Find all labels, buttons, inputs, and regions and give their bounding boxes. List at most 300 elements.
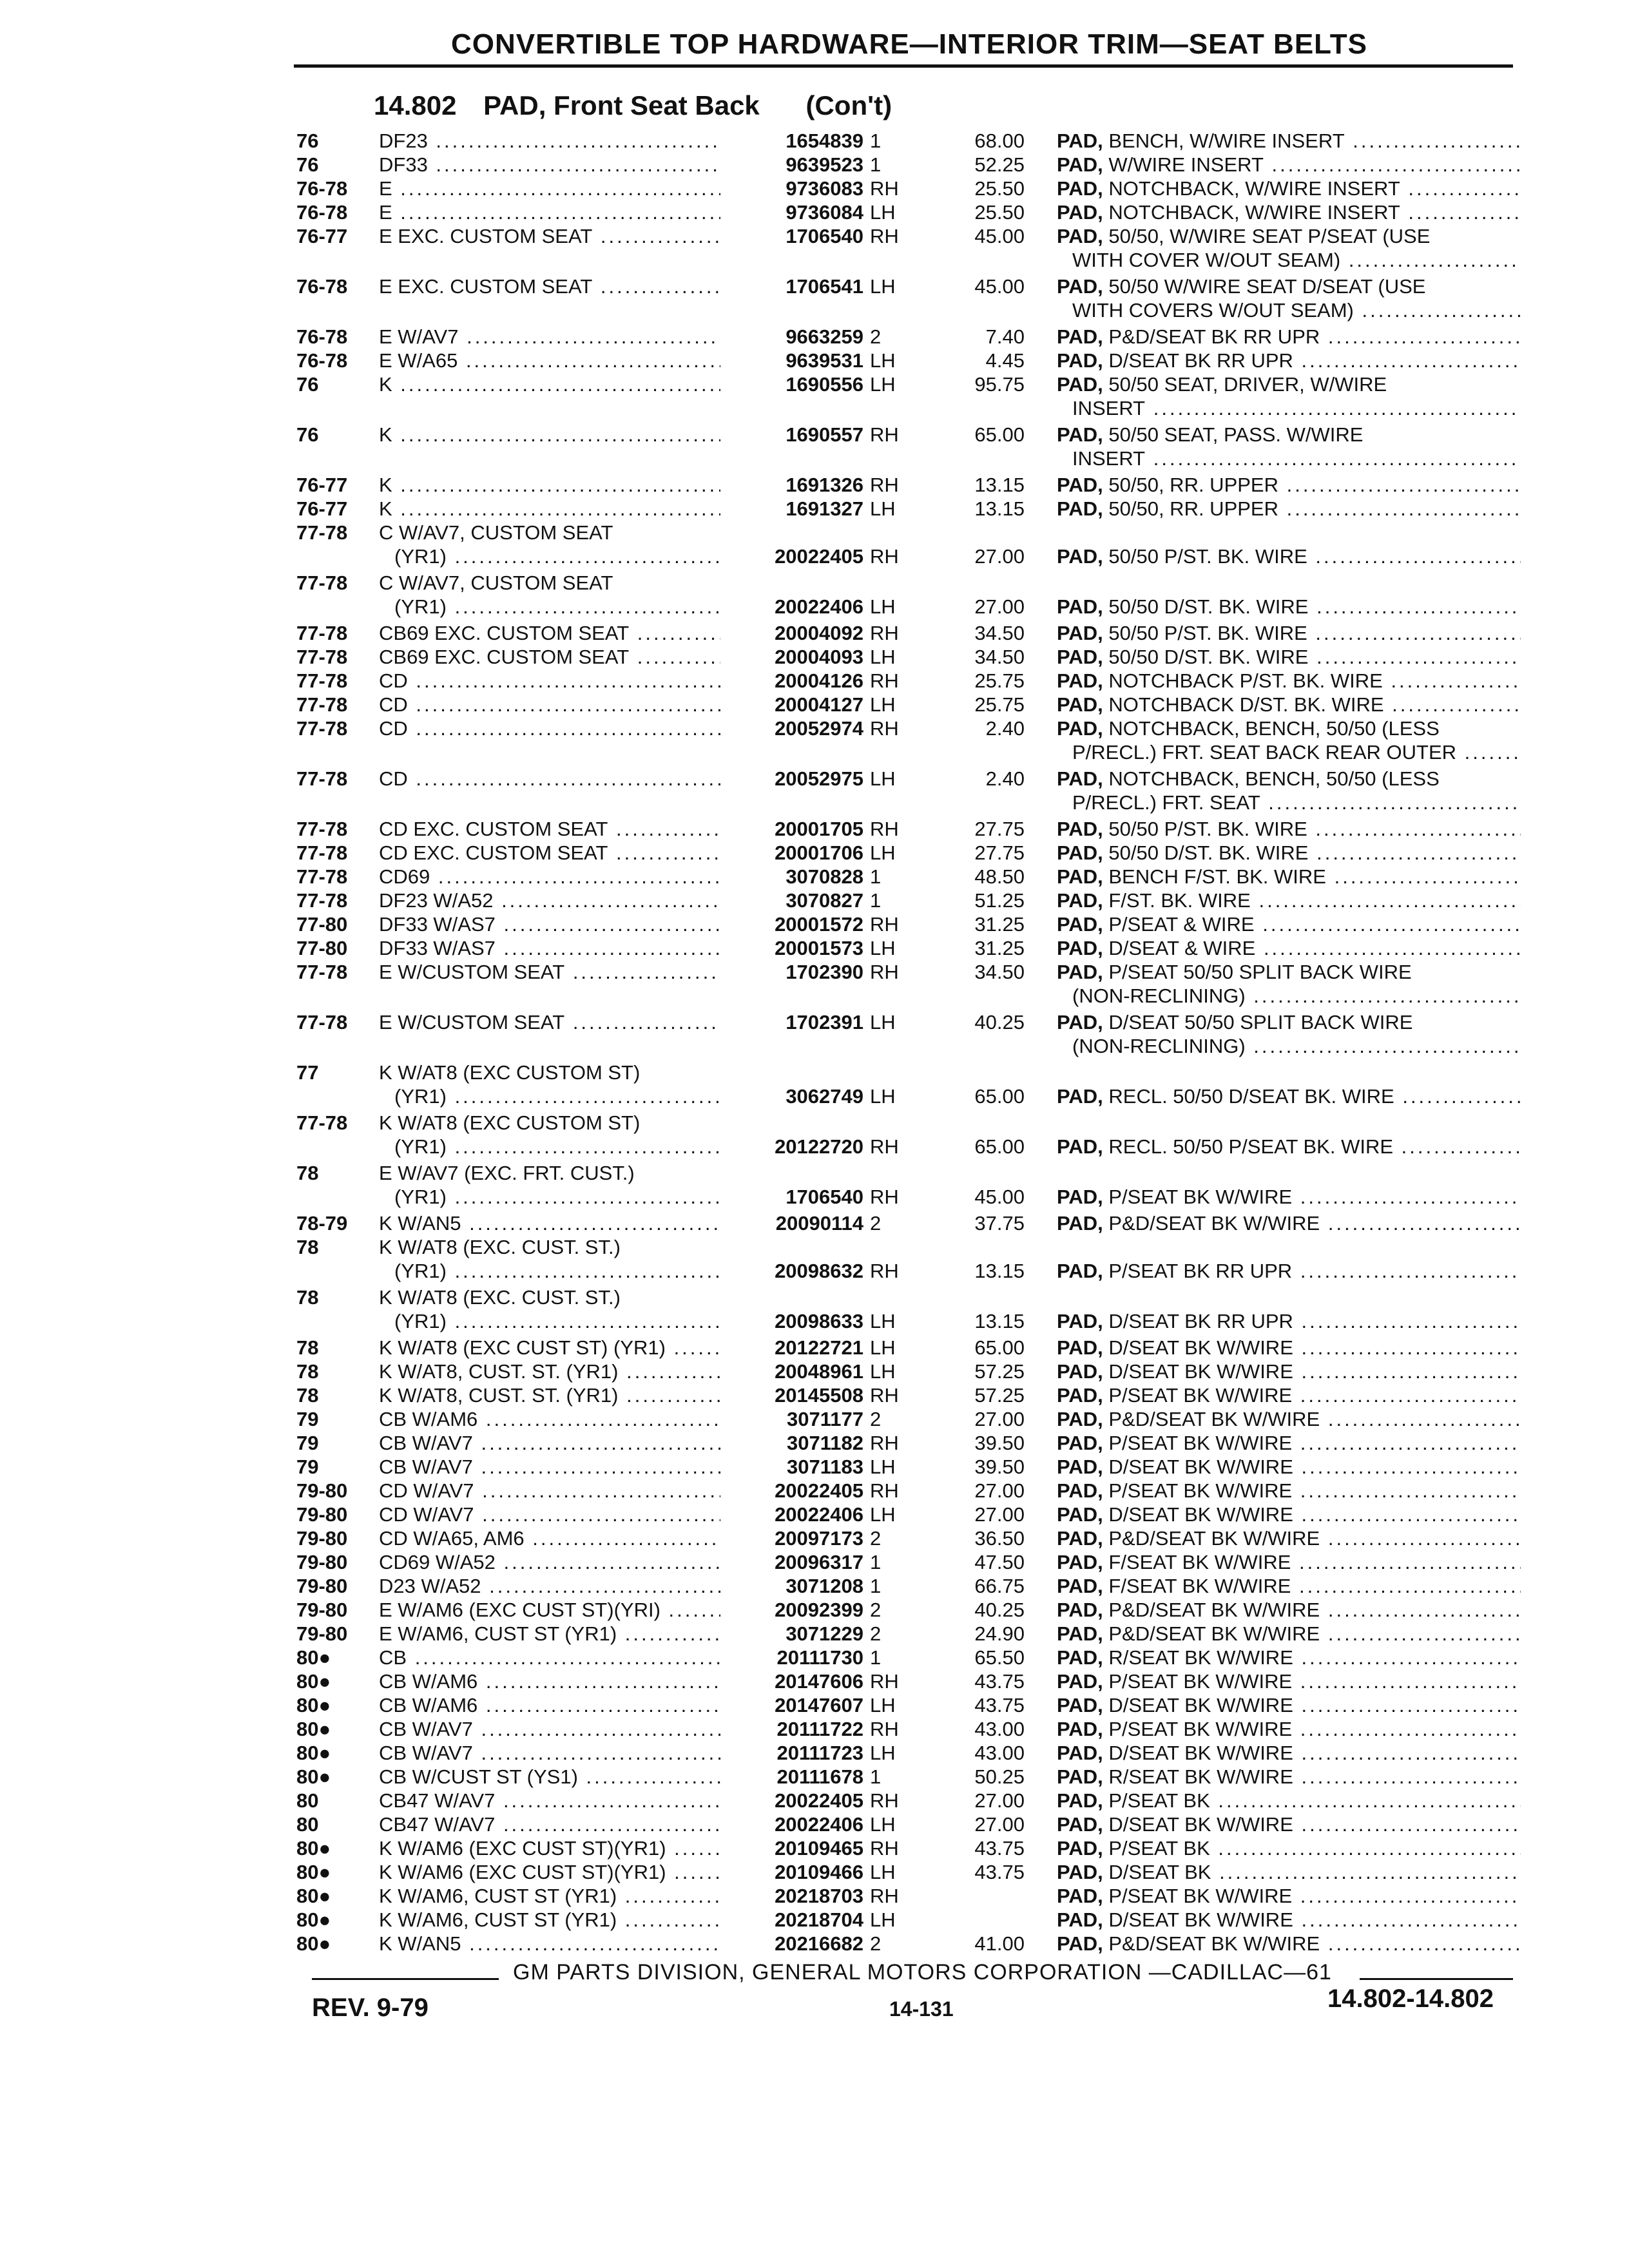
part-number: 1654839: [786, 130, 863, 152]
application: [379, 1836, 720, 1860]
price: 43.00: [974, 1718, 1025, 1740]
application: [379, 817, 720, 841]
description-line: PAD, D/SEAT BK W/WIRE .....: [1057, 1693, 1521, 1717]
application: [379, 767, 720, 791]
table-row: [0, 224, 1629, 272]
year-range: 80●: [296, 1742, 331, 1764]
part-number: 3071229: [786, 1622, 863, 1645]
application-line: CB W/AM6 .....: [379, 1693, 720, 1717]
description-line: PAD, P&D/SEAT BK W/WIRE .....: [1057, 1622, 1521, 1646]
application: [379, 1550, 720, 1574]
price: 34.50: [974, 961, 1025, 983]
application-line: CD .....: [379, 716, 720, 740]
quantity: RH: [870, 961, 899, 983]
application-line: CD .....: [379, 669, 720, 693]
price: 25.75: [974, 693, 1025, 716]
application: [379, 1211, 720, 1235]
table-row: [0, 817, 1629, 841]
table-row: [0, 1455, 1629, 1479]
year-range: 76: [296, 373, 319, 396]
application: [379, 1693, 720, 1717]
table-row: [0, 693, 1629, 716]
year-range: 80●: [296, 1765, 331, 1788]
table-row: [0, 1383, 1629, 1407]
table-row: [0, 1669, 1629, 1693]
year-range: 77-78: [296, 818, 348, 840]
table-row: [0, 960, 1629, 1008]
price: 27.75: [974, 841, 1025, 864]
table-row: [0, 1211, 1629, 1235]
application-line: CB69 EXC. CUSTOM SEAT .....: [379, 645, 720, 669]
description: [1057, 224, 1521, 272]
description: [1057, 1789, 1521, 1812]
description: [1057, 1360, 1521, 1383]
table-row: [0, 1407, 1629, 1431]
application-line: K W/AT8, CUST. ST. (YR1) .....: [379, 1383, 720, 1407]
part-number: 20145508: [775, 1384, 863, 1407]
description-line: PAD, P/SEAT BK W/WIRE .....: [1057, 1185, 1521, 1209]
description-line: PAD, D/SEAT BK RR UPR .....: [1057, 1309, 1521, 1333]
price: 27.00: [974, 1408, 1025, 1430]
application: [379, 1455, 720, 1479]
year-range: 76: [296, 423, 319, 446]
description-line: PAD, 50/50 SEAT, PASS. W/WIRE: [1057, 423, 1364, 446]
application: [379, 1431, 720, 1455]
price: 40.25: [974, 1599, 1025, 1621]
application-line: CD69 W/A52 .....: [379, 1550, 720, 1574]
table-row: [0, 865, 1629, 889]
part-number: 20001572: [775, 913, 863, 936]
quantity: 2: [870, 1212, 882, 1235]
table-row: [0, 1526, 1629, 1550]
year-range: 78: [296, 1162, 319, 1184]
application-line: E EXC. CUSTOM SEAT .....: [379, 274, 720, 298]
description-line: PAD, NOTCHBACK P/ST. BK. WIRE .....: [1057, 669, 1521, 693]
section-number: 14.802: [374, 90, 457, 120]
description: [1057, 1135, 1521, 1158]
year-range: 79-80: [296, 1622, 348, 1645]
description-line: PAD, P/SEAT BK W/WIRE .....: [1057, 1669, 1521, 1693]
description-line: PAD, NOTCHBACK, W/WIRE INSERT .....: [1057, 200, 1521, 224]
application-line: (YR1) .....: [379, 595, 720, 619]
table-row: [0, 1717, 1629, 1741]
quantity: RH: [870, 913, 899, 936]
application: [379, 1646, 720, 1669]
description-line: PAD, P/SEAT BK RR UPR .....: [1057, 1259, 1521, 1283]
description-line: PAD, F/SEAT BK W/WIRE .....: [1057, 1550, 1521, 1574]
application-line: E W/CUSTOM SEAT .....: [379, 960, 720, 984]
part-number: 20004126: [775, 669, 863, 692]
application-line: CD W/AV7 .....: [379, 1479, 720, 1503]
application: [379, 936, 720, 960]
part-number: 20111722: [776, 1718, 863, 1740]
price: 27.00: [974, 1813, 1025, 1836]
description-line: PAD, NOTCHBACK D/ST. BK. WIRE .....: [1057, 693, 1521, 716]
quantity: 1: [870, 1575, 882, 1597]
table-row: [0, 1741, 1629, 1765]
quantity: RH: [870, 1885, 899, 1907]
price: 31.25: [974, 913, 1025, 936]
part-number: 20098633: [775, 1310, 863, 1332]
part-number: 20048961: [775, 1360, 863, 1383]
year-range: 76-78: [296, 275, 348, 298]
description-line: INSERT .....: [1057, 396, 1521, 420]
application: [379, 1161, 720, 1209]
quantity: 2: [870, 1599, 882, 1621]
part-number: 1702390: [786, 961, 863, 983]
table-row: [0, 372, 1629, 420]
quantity: RH: [870, 1479, 899, 1502]
application: [379, 1765, 720, 1789]
description: [1057, 936, 1521, 960]
description: [1057, 1884, 1521, 1908]
description: [1057, 865, 1521, 889]
description-line: PAD, D/SEAT BK .....: [1057, 1860, 1521, 1884]
application-line: K .....: [379, 473, 720, 497]
description-line: PAD, BENCH, W/WIRE INSERT .....: [1057, 129, 1521, 153]
part-number: 9639531: [786, 349, 863, 372]
table-row: [0, 1789, 1629, 1812]
price: 37.75: [974, 1212, 1025, 1235]
description: [1057, 645, 1521, 669]
part-number: 1706541: [786, 275, 863, 298]
description: [1057, 1598, 1521, 1622]
table-row: [0, 1503, 1629, 1526]
table-row: [0, 1908, 1629, 1932]
table-row: [0, 621, 1629, 645]
part-number: 20109466: [775, 1861, 863, 1883]
description-line: PAD, 50/50, RR. UPPER .....: [1057, 473, 1521, 497]
application: [379, 621, 720, 645]
year-range: 77-78: [296, 646, 348, 668]
application-line: E W/CUSTOM SEAT .....: [379, 1010, 720, 1034]
year-range: 79-80: [296, 1479, 348, 1502]
application: [379, 473, 720, 497]
part-number: 20218703: [775, 1885, 863, 1907]
application: [379, 372, 720, 396]
description-line: PAD, D/SEAT 50/50 SPLIT BACK WIRE: [1057, 1011, 1413, 1033]
description: [1057, 1431, 1521, 1455]
application: [379, 497, 720, 521]
description-line: P/RECL.) FRT. SEAT .....: [1057, 791, 1521, 814]
description: [1057, 1010, 1521, 1058]
section-continued: (Con't): [805, 90, 892, 120]
description: [1057, 1211, 1521, 1235]
application-line: K W/AM6 (EXC CUST ST)(YR1) .....: [379, 1836, 720, 1860]
description: [1057, 621, 1521, 645]
part-number: 20098632: [775, 1260, 863, 1282]
part-number: 1706540: [786, 225, 863, 247]
table-row: [0, 1235, 1629, 1283]
quantity: LH: [870, 646, 896, 668]
part-number: 20111730: [776, 1646, 863, 1669]
description-line: PAD, 50/50 P/ST. BK. WIRE .....: [1057, 544, 1521, 568]
quantity: 2: [870, 1932, 882, 1955]
year-range: 77-78: [296, 1011, 348, 1033]
application: [379, 1061, 720, 1108]
description: [1057, 1383, 1521, 1407]
table-row: [0, 1836, 1629, 1860]
application: [379, 1669, 720, 1693]
price: 45.00: [974, 275, 1025, 298]
description: [1057, 1741, 1521, 1765]
price: 43.75: [974, 1670, 1025, 1693]
table-row: [0, 349, 1629, 372]
description: [1057, 473, 1521, 497]
application-line: CB W/AV7 .....: [379, 1455, 720, 1479]
table-row: [0, 1860, 1629, 1884]
price: 27.00: [974, 1789, 1025, 1812]
page-number: 14-131: [889, 1997, 954, 2021]
application: [379, 349, 720, 372]
application-line: K W/AN5 .....: [379, 1211, 720, 1235]
year-range: 76-78: [296, 201, 348, 224]
year-range: 78: [296, 1236, 319, 1258]
description: [1057, 1084, 1521, 1108]
application-line: K W/AT8 (EXC. CUST. ST.): [379, 1286, 621, 1309]
description: [1057, 1622, 1521, 1646]
quantity: 2: [870, 1622, 882, 1645]
description-line: PAD, NOTCHBACK, BENCH, 50/50 (LESS: [1057, 767, 1440, 790]
price: 31.25: [974, 937, 1025, 959]
application-line: DF33 W/AS7 .....: [379, 912, 720, 936]
application: [379, 1235, 720, 1283]
description-line: PAD, D/SEAT BK W/WIRE .....: [1057, 1741, 1521, 1765]
price: 34.50: [974, 646, 1025, 668]
application-line: K W/AM6 (EXC CUST ST)(YR1) .....: [379, 1860, 720, 1884]
application-line: K .....: [379, 372, 720, 396]
application-line: K W/AT8 (EXC. CUST. ST.): [379, 1236, 621, 1258]
price: 27.00: [974, 595, 1025, 618]
application-line: CB47 W/AV7 .....: [379, 1812, 720, 1836]
description-line: PAD, 50/50 SEAT, DRIVER, W/WIRE: [1057, 373, 1387, 396]
year-range: 80●: [296, 1646, 331, 1669]
application-line: E EXC. CUSTOM SEAT .....: [379, 224, 720, 248]
year-range: 77-78: [296, 693, 348, 716]
price: 2.40: [985, 717, 1025, 740]
table-row: [0, 274, 1629, 322]
quantity: RH: [870, 717, 899, 740]
table-row: [0, 1765, 1629, 1789]
quantity: LH: [870, 693, 896, 716]
year-range: 79-80: [296, 1575, 348, 1597]
part-number: 9736084: [786, 201, 863, 224]
application-line: DF33 .....: [379, 153, 720, 177]
table-row: [0, 1431, 1629, 1455]
description-line: PAD, P/SEAT BK W/WIRE .....: [1057, 1717, 1521, 1741]
quantity: RH: [870, 1789, 899, 1812]
application: [379, 224, 720, 248]
section-code: 14.802-14.802: [1327, 1984, 1494, 2013]
quantity: LH: [870, 1011, 896, 1033]
year-range: 80●: [296, 1861, 331, 1883]
application-line: K W/AM6, CUST ST (YR1) .....: [379, 1884, 720, 1908]
application: [379, 1884, 720, 1908]
application: [379, 1574, 720, 1598]
table-row: [0, 177, 1629, 200]
table-row: [0, 1693, 1629, 1717]
quantity: RH: [870, 1135, 899, 1158]
description-line: PAD, W/WIRE INSERT .....: [1057, 153, 1521, 177]
description: [1057, 1646, 1521, 1669]
footer-rule-left: [312, 1978, 499, 1980]
part-number: 3071183: [787, 1456, 863, 1478]
year-range: 80●: [296, 1885, 331, 1907]
description-line: PAD, P&D/SEAT BK W/WIRE .....: [1057, 1526, 1521, 1550]
application-line: CB W/CUST ST (YS1) .....: [379, 1765, 720, 1789]
application-line: CD W/AV7 .....: [379, 1503, 720, 1526]
price: 47.50: [974, 1551, 1025, 1573]
footer-rule-right: [1360, 1978, 1513, 1980]
price: 52.25: [974, 153, 1025, 176]
year-range: 79: [296, 1408, 319, 1430]
part-number: 20122720: [775, 1135, 863, 1158]
description: [1057, 1836, 1521, 1860]
price: 50.25: [974, 1765, 1025, 1788]
application: [379, 177, 720, 200]
part-number: 3062749: [786, 1085, 863, 1108]
description: [1057, 325, 1521, 349]
price: 4.45: [985, 349, 1025, 372]
description: [1057, 1526, 1521, 1550]
application-line: CB W/AM6 .....: [379, 1407, 720, 1431]
description: [1057, 889, 1521, 912]
part-number: 20052974: [775, 717, 863, 740]
application: [379, 200, 720, 224]
price: 13.15: [974, 497, 1025, 520]
part-number: 20001706: [775, 841, 863, 864]
part-number: 1690557: [786, 423, 863, 446]
quantity: LH: [870, 497, 896, 520]
year-range: 76: [296, 130, 319, 152]
description-line: PAD, D/SEAT BK W/WIRE .....: [1057, 1812, 1521, 1836]
year-range: 80: [296, 1813, 319, 1836]
price: 34.50: [974, 622, 1025, 644]
year-range: 80●: [296, 1908, 331, 1931]
table-row: [0, 912, 1629, 936]
quantity: LH: [870, 201, 896, 224]
part-number: 20111723: [776, 1742, 863, 1764]
part-number: 20001705: [775, 818, 863, 840]
description-line: PAD, F/ST. BK. WIRE .....: [1057, 889, 1521, 912]
part-number: 20022405: [775, 545, 863, 568]
application-line: CD .....: [379, 693, 720, 716]
price: 57.25: [974, 1360, 1025, 1383]
revision-label: REV. 9-79: [312, 1994, 429, 2022]
price: 27.75: [974, 818, 1025, 840]
description-line: PAD, 50/50 P/ST. BK. WIRE .....: [1057, 817, 1521, 841]
application-line: K W/AT8, CUST. ST. (YR1) .....: [379, 1360, 720, 1383]
quantity: 2: [870, 1527, 882, 1550]
table-row: [0, 1598, 1629, 1622]
application: [379, 693, 720, 716]
year-range: 79: [296, 1456, 319, 1478]
price: 43.75: [974, 1694, 1025, 1716]
quantity: LH: [870, 1085, 896, 1108]
application-line: (YR1) .....: [379, 544, 720, 568]
application-line: DF23 .....: [379, 129, 720, 153]
price: 13.15: [974, 474, 1025, 496]
table-row: [0, 423, 1629, 470]
table-row: [0, 473, 1629, 497]
price: 36.50: [974, 1527, 1025, 1550]
table-row: [0, 521, 1629, 568]
footer-publisher: GM PARTS DIVISION, GENERAL MOTORS CORPORATION —CADILLAC—61: [513, 1960, 1332, 1984]
year-range: 77-80: [296, 937, 348, 959]
application-line: CD EXC. CUSTOM SEAT .....: [379, 841, 720, 865]
price: 66.75: [974, 1575, 1025, 1597]
application: [379, 1812, 720, 1836]
quantity: RH: [870, 225, 899, 247]
price: 24.90: [974, 1622, 1025, 1645]
description: [1057, 716, 1521, 764]
description: [1057, 423, 1521, 470]
application-line: (YR1) .....: [379, 1259, 720, 1283]
quantity: LH: [870, 275, 896, 298]
quantity: RH: [870, 1718, 899, 1740]
application: [379, 1717, 720, 1741]
table-row: [0, 200, 1629, 224]
description-line: PAD, NOTCHBACK, W/WIRE INSERT .....: [1057, 177, 1521, 200]
year-range: 79-80: [296, 1527, 348, 1550]
description-line: PAD, 50/50 W/WIRE SEAT D/SEAT (USE: [1057, 275, 1426, 298]
table-row: [0, 1336, 1629, 1360]
table-row: [0, 1161, 1629, 1209]
description: [1057, 1479, 1521, 1503]
price: 27.00: [974, 545, 1025, 568]
application-line: E W/AM6, CUST ST (YR1) .....: [379, 1622, 720, 1646]
description-line: PAD, 50/50 D/ST. BK. WIRE .....: [1057, 841, 1521, 865]
application-line: K W/AT8 (EXC CUSTOM ST): [379, 1061, 641, 1084]
year-range: 77-78: [296, 767, 348, 790]
description-line: WITH COVERS W/OUT SEAM) .....: [1057, 298, 1521, 322]
description: [1057, 960, 1521, 1008]
price: 68.00: [974, 130, 1025, 152]
part-number: 9639523: [786, 153, 863, 176]
description-line: PAD, RECL. 50/50 P/SEAT BK. WIRE .....: [1057, 1135, 1521, 1158]
quantity: LH: [870, 373, 896, 396]
application: [379, 1360, 720, 1383]
part-number: 20022405: [775, 1789, 863, 1812]
quantity: RH: [870, 1384, 899, 1407]
description-line: PAD, D/SEAT BK W/WIRE .....: [1057, 1908, 1521, 1932]
quantity: LH: [870, 767, 896, 790]
application: [379, 521, 720, 568]
description: [1057, 1693, 1521, 1717]
description-line: PAD, 50/50, W/WIRE SEAT P/SEAT (USE: [1057, 225, 1431, 247]
part-number: 20147606: [775, 1670, 863, 1693]
year-range: 76-78: [296, 325, 348, 348]
year-range: 79-80: [296, 1599, 348, 1621]
price: 43.00: [974, 1742, 1025, 1764]
quantity: RH: [870, 1432, 899, 1454]
description: [1057, 693, 1521, 716]
price: 65.00: [974, 1135, 1025, 1158]
table-row: [0, 1932, 1629, 1956]
year-range: 76-78: [296, 349, 348, 372]
description: [1057, 177, 1521, 200]
description: [1057, 1669, 1521, 1693]
quantity: RH: [870, 1670, 899, 1693]
table-row: [0, 497, 1629, 521]
description-line: PAD, 50/50 D/ST. BK. WIRE .....: [1057, 645, 1521, 669]
quantity: RH: [870, 669, 899, 692]
description-line: PAD, P&D/SEAT BK W/WIRE .....: [1057, 1211, 1521, 1235]
application: [379, 1479, 720, 1503]
year-range: 77-78: [296, 1111, 348, 1134]
quantity: LH: [870, 1503, 896, 1526]
part-number: 20001573: [775, 937, 863, 959]
